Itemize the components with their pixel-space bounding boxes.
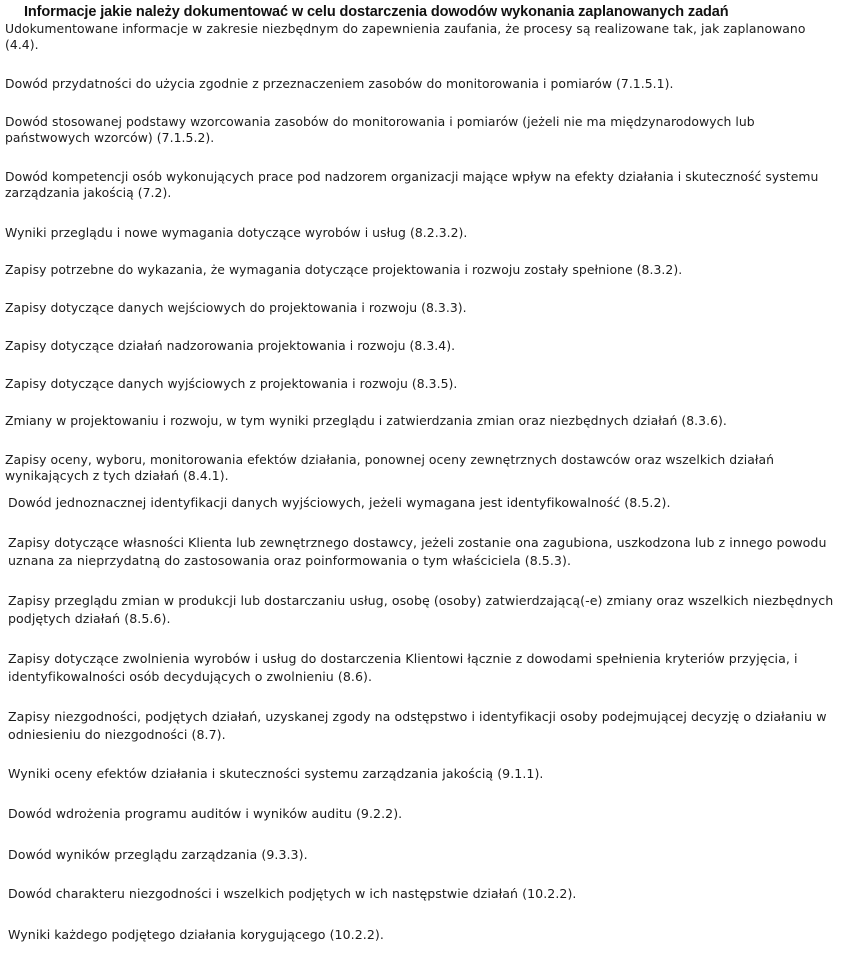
list-item: Zapisy niezgodności, podjętych działań, uzyskanej zgody na odstępstwo i identyfikacji osoby podejmującej decyzję o działaniu w odniesieniu do niezgodności (8.7). [8,709,827,742]
list-item: Dowód charakteru niezgodności i wszelkich podjętych w ich następstwie działań (10.2.2). [8,886,577,901]
list-item: Zapisy dotyczące działań nadzorowania projektowania i rozwoju (8.3.4). [5,338,456,353]
page-title: Informacje jakie należy dokumentować w celu dostarczenia dowodów wykonania zaplanowanych zadań [24,4,729,20]
list-item: Dowód wdrożenia programu auditów i wyników auditu (9.2.2). [8,806,403,821]
list-item: Dowód kompetencji osób wykonujących prace pod nadzorem organizacji mające wpływ na efekty działania i skuteczność systemu zarządzania jakością (7.2). [5,169,819,200]
list-item: Dowód wyników przeglądu zarządzania (9.3.3). [8,847,308,862]
list-item: Zapisy dotyczące zwolnienia wyrobów i usług do dostarczenia Klientowi łącznie z dowodami spełnienia kryteriów przyjęcia, i identyfikowalności osób decydujących o zwolnieniu (8.6). [8,651,798,684]
list-item: Zmiany w projektowaniu i rozwoju, w tym wyniki przeglądu i zatwierdzania zmian oraz niezbędnych działań (8.3.6). [5,413,727,428]
list-item: Udokumentowane informacje w zakresie niezbędnym do zapewnienia zaufania, że procesy są realizowane tak, jak zaplanowano (4.4). [5,21,806,52]
list-item: Dowód jednoznacznej identyfikacji danych wyjściowych, jeżeli wymagana jest identyfikowalność (8.5.2). [8,495,671,510]
list-item: Wyniki oceny efektów działania i skuteczności systemu zarządzania jakością (9.1.1). [8,766,544,781]
list-item: Dowód stosowanej podstawy wzorcowania zasobów do monitorowania i pomiarów (jeżeli nie ma międzynarodowych lub państwowych wzorców) (7.1.5.2). [5,114,755,145]
list-item: Zapisy dotyczące własności Klienta lub zewnętrznego dostawcy, jeżeli zostanie ona zagubiona, uszkodzona lub z innego powodu uznana za nieprzydatną do zastosowania oraz poinformowania o tym właściciela (8.5.3). [8,535,827,568]
list-item: Zapisy przeglądu zmian w produkcji lub dostarczaniu usług, osobę (osoby) zatwierdzającą(-e) zmiany oraz wszelkich niezbędnych podjętych działań (8.5.6). [8,593,834,626]
list-item: Zapisy dotyczące danych wyjściowych z projektowania i rozwoju (8.3.5). [5,376,458,391]
list-item: Zapisy potrzebne do wykazania, że wymagania dotyczące projektowania i rozwoju zostały spełnione (8.3.2). [5,262,683,277]
list-item: Zapisy dotyczące danych wejściowych do projektowania i rozwoju (8.3.3). [5,300,467,315]
list-item: Zapisy oceny, wyboru, monitorowania efektów działania, ponownej oceny zewnętrznych dostawców oraz wszelkich działań wynikających z tych działań (8.4.1). [5,452,775,483]
list-item: Wyniki każdego podjętego działania korygującego (10.2.2). [8,927,384,942]
list-item: Dowód przydatności do użycia zgodnie z przeznaczeniem zasobów do monitorowania i pomiarów (7.1.5.1). [5,76,674,91]
list-item: Wyniki przeglądu i nowe wymagania dotyczące wyrobów i usług (8.2.3.2). [5,225,468,240]
